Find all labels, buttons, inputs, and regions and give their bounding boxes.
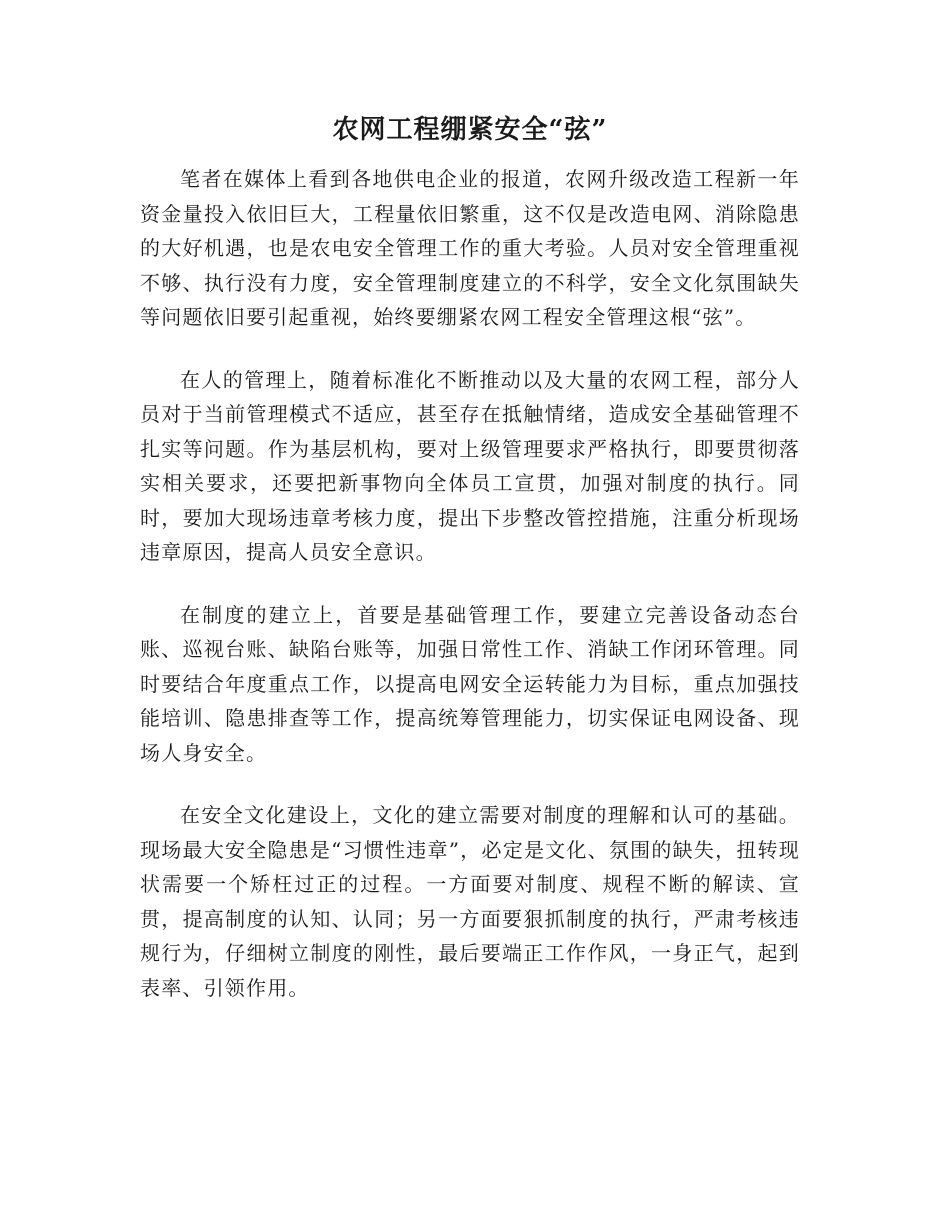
paragraph-people-management: 在人的管理上，随着标准化不断推动以及大量的农网工程，部分人员对于当前管理模式不适应，甚至存在抵触情绪，造成安全基础管理不扎实等问题。作为基层机构，要对上级管理要求严格执行，即要贯彻落实相关要求，还要把新事物向全体员工宣贯，加强对制度的执行。同时，要加大现场违章考核力度，提出下步整改管控措施，注重分析现场违章原因，提高人员安全意识。: [140, 367, 800, 564]
document-title: 农网工程绷紧安全“弦”: [332, 115, 608, 145]
paragraph-intro: 笔者在媒体上看到各地供电企业的报道，农网升级改造工程新一年资金量投入依旧巨大，工程量依旧繁重，这不仅是改造电网、消除隐患的大好机遇，也是农电安全管理工作的重大考验。人员对安全管理重视不够、执行没有力度，安全管理制度建立的不科学，安全文化氛围缺失等问题依旧要引起重视，始终要绷紧农网工程安全管理这根“弦”。: [140, 167, 800, 329]
document-page: [140, 100, 800, 1033]
paragraph-system-building: 在制度的建立上，首要是基础管理工作，要建立完善设备动态台账、巡视台账、缺陷台账等，加强日常性工作、消缺工作闭环管理。同时要结合年度重点工作，以提高电网安全运转能力为目标，重点加强技能培训、隐患排查等工作，提高统筹管理能力，切实保证电网设备、现场人身安全。: [140, 602, 800, 765]
paragraph-safety-culture: 在安全文化建设上，文化的建立需要对制度的理解和认可的基础。现场最大安全隐患是“习惯性违章”，必定是文化、氛围的缺失，扭转现状需要一个矫枉过正的过程。一方面要对制度、规程不断的解读、宣贯，提高制度的认知、认同；另一方面要狠抓制度的执行，严肃考核违规行为，仔细树立制度的刚性，最后要端正工作作风，一身正气，起到表率、引领作用。: [140, 803, 800, 1000]
